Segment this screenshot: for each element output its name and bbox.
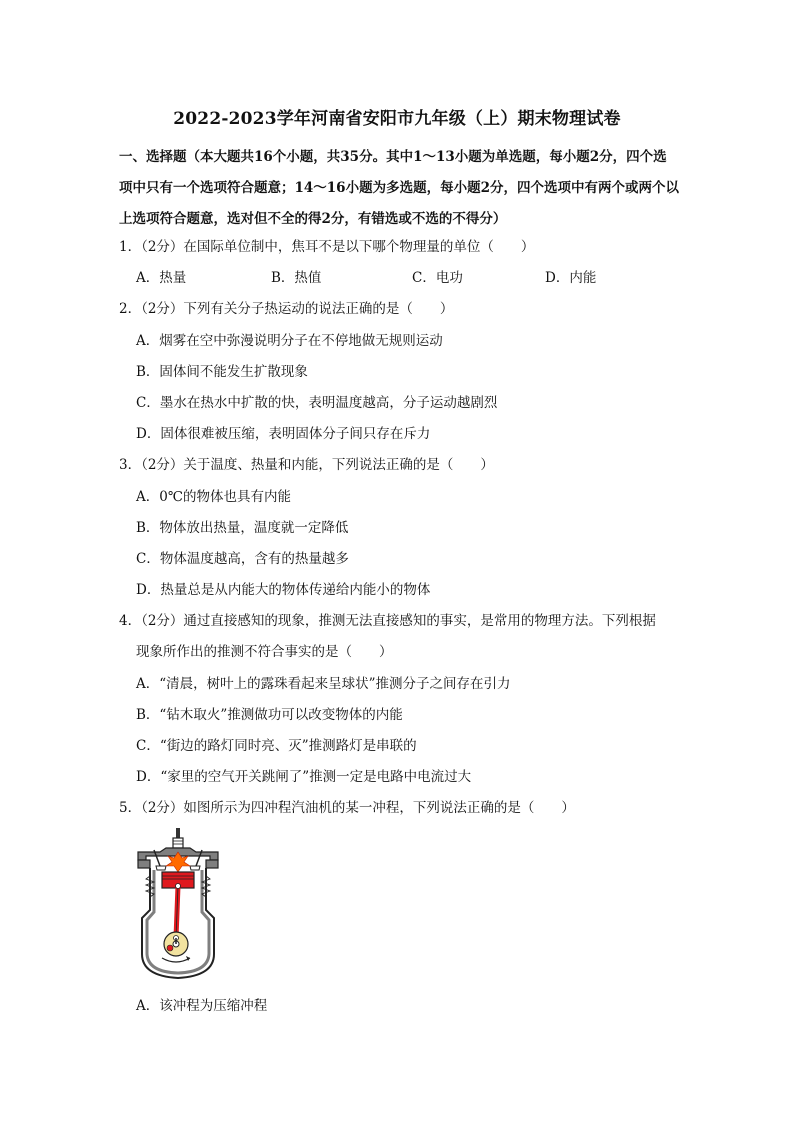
question-3-stem: 3．（2分）关于温度、热量和内能，下列说法正确的是（ ） — [119, 457, 494, 473]
question-5-stem: 5．（2分）如图所示为四冲程汽油机的某一冲程，下列说法正确的是（ ） — [119, 800, 575, 816]
question-4-option-d: D．“家里的空气开关跳闸了”推测一定是电路中电流过大 — [136, 769, 472, 785]
question-1-option-a: A．热量 — [136, 270, 187, 286]
question-3-option-c: C．物体温度越高，含有的热量越多 — [136, 551, 349, 567]
section-heading: 一、选择题（本大题共16个小题，共35分。其中1～13小题为单选题，每小题2分，四个选项中只有一个选项符合题意；14～16小题为多选题，每小题2分，四个选项中有两个或两个以上选项符合题意，选对但不全的得2分，有错选或不选的不得分） — [119, 149, 679, 227]
connecting-rod — [176, 884, 181, 939]
question-2-option-d: D．固体很难被压缩，表明固体分子间只存在斥力 — [136, 426, 431, 442]
question-1-option-c: C．电功 — [412, 270, 463, 286]
question-1-option-b: B．热值 — [271, 270, 322, 286]
question-3-option-b: B．物体放出热量，温度就一定降低 — [136, 520, 349, 536]
question-4-option-a: A．“清晨，树叶上的露珠看起来呈球状”推测分子之间存在引力 — [136, 676, 511, 692]
question-2-option-a: A．烟雾在空中弥漫说明分子在不停地做无规则运动 — [136, 333, 443, 349]
question-2-option-c: C．墨水在热水中扩散的快，表明温度越高，分子运动越剧烈 — [136, 395, 498, 411]
question-3-option-a: A．0℃的物体也具有内能 — [136, 489, 291, 505]
question-2-option-b: B．固体间不能发生扩散现象 — [136, 364, 308, 380]
question-5-option-a: A．该冲程为压缩冲程 — [136, 998, 268, 1014]
page-title: 2022-2023学年河南省安阳市九年级（上）期末物理试卷 — [173, 109, 621, 129]
question-4-stem-line2: 现象所作出的推测不符合事实的是（ ） — [136, 644, 393, 660]
spark-plug-icon — [173, 828, 183, 848]
question-4-option-c: C．“街边的路灯同时亮、灭”推测路灯是串联的 — [136, 738, 417, 754]
question-3-option-d: D．热量总是从内能大的物体传递给内能小的物体 — [136, 582, 431, 598]
question-4-stem-line1: 4．（2分）通过直接感知的现象，推测无法直接感知的事实，是常用的物理方法。下列根据 — [119, 613, 656, 629]
crankshaft — [162, 932, 190, 962]
question-1-options — [136, 268, 656, 288]
question-4-option-b: B．“钻木取火”推测做功可以改变物体的内能 — [136, 707, 403, 723]
question-2-stem: 2．（2分）下列有关分子热运动的说法正确的是（ ） — [119, 301, 454, 317]
question-1-stem: 1．（2分）在国际单位制中，焦耳不是以下哪个物理量的单位（ ） — [119, 239, 535, 255]
four-stroke-engine-figure — [132, 826, 224, 986]
question-1-option-d: D．内能 — [545, 270, 597, 286]
